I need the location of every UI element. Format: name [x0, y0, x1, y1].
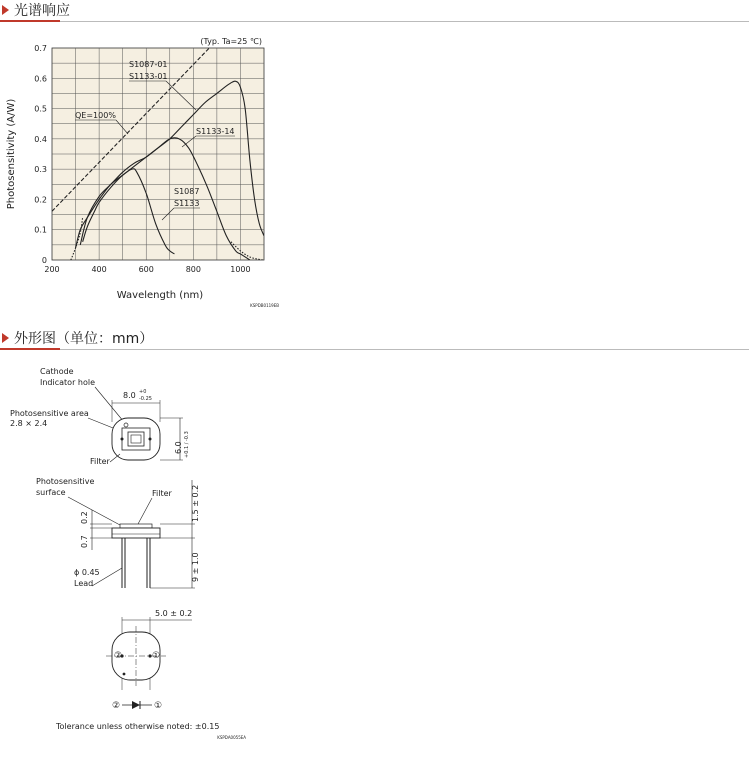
y-tick-label: 0.1	[34, 225, 47, 235]
label-indicator-hole: Indicator hole	[40, 378, 96, 387]
annotation-s1087: S1087	[174, 187, 200, 196]
leader-filter-top	[110, 454, 120, 462]
label-cathode: Cathode	[40, 367, 74, 376]
section-title-spectral: 光谱响应	[14, 3, 70, 19]
divider	[0, 21, 749, 22]
y-tick-label: 0.6	[34, 74, 47, 84]
dim-15: 1.5 ± 0.2	[191, 484, 200, 522]
divider	[0, 349, 749, 350]
annotation-qe: QE=100%	[75, 111, 116, 120]
x-tick-label: 400	[91, 265, 107, 274]
dim-9: 9 ± 1.0	[191, 552, 200, 582]
y-tick-label: 0	[41, 256, 47, 265]
label-lead-dia: ϕ 0.45	[74, 568, 100, 577]
diode-icon	[132, 701, 140, 709]
tolerance-note: Tolerance unless otherwise noted: ±0.15	[56, 722, 220, 731]
y-tick-label: 0.5	[34, 104, 47, 114]
section-header-outline	[0, 328, 749, 350]
leader-filter-side	[138, 498, 152, 524]
indicator-hole	[124, 423, 128, 427]
label-pin2: ②	[114, 651, 123, 661]
y-tick-label: 0.3	[34, 165, 47, 175]
section-title-outline: 外形图（单位：mm）	[14, 331, 154, 347]
x-tick-label: 600	[138, 265, 154, 274]
package-side	[112, 528, 160, 538]
x-tick-label: 800	[185, 265, 201, 274]
dim-width-top: 8.0	[123, 391, 136, 400]
y-tick-label: 0.7	[34, 44, 47, 53]
pad-right	[149, 438, 152, 441]
annotation-s1133: S1133	[174, 199, 200, 208]
section-header-spectral	[0, 0, 749, 22]
divider-accent	[0, 348, 60, 350]
dim-50: 5.0 ± 0.2	[155, 609, 193, 618]
annotation-s1087-01: S1087-01	[129, 60, 168, 69]
x-axis-label: Wavelength (nm)	[116, 290, 204, 301]
bottom-key	[123, 673, 126, 676]
x-tick-label: 1000	[230, 265, 251, 274]
label-area-size: 2.8 × 2.4	[10, 419, 48, 428]
triangle-bullet-icon	[2, 5, 9, 15]
annotation-s1133-14: S1133-14	[196, 127, 235, 136]
dim-width-tol-top: +0	[139, 389, 147, 395]
y-axis-label: Photosensitivity (A/W)	[6, 98, 17, 210]
label-pin1: ①	[152, 651, 161, 661]
condition-note: (Typ. Ta=25 ℃)	[200, 37, 262, 46]
photosensitive-chip	[128, 432, 144, 446]
leader-indicator-hole	[95, 387, 124, 422]
label-surface: surface	[36, 488, 66, 497]
leader-photosensitive-surface	[68, 497, 120, 525]
spectral-response-chart	[0, 30, 290, 315]
polarity-right: ①	[154, 701, 163, 711]
label-lead: Lead	[74, 579, 94, 588]
chart-code: KSPDB0119EB	[250, 303, 279, 308]
dim-width-tol-bottom: -0.25	[139, 396, 152, 402]
filter-side	[120, 524, 152, 528]
y-tick-label: 0.4	[34, 134, 47, 144]
divider-accent	[0, 20, 60, 22]
annotation-s1133-01: S1133-01	[129, 72, 168, 81]
label-photosensitive: Photosensitive	[36, 477, 95, 486]
y-tick-label: 0.2	[34, 195, 47, 205]
dim-07: 0.7	[80, 535, 89, 548]
outline-code: KSPDA0055EA	[217, 735, 246, 740]
label-photosensitive-area: Photosensitive area	[10, 409, 89, 418]
label-filter-top: Filter	[90, 457, 110, 466]
dim-height-tol: +0.1 / -0.3	[184, 431, 190, 458]
dim-height-side: 6.0	[174, 441, 183, 454]
outline-drawing	[0, 360, 290, 758]
x-tick-label: 200	[44, 265, 60, 274]
pad-left	[121, 438, 124, 441]
polarity-left: ②	[112, 701, 121, 711]
dim-02: 0.2	[80, 511, 89, 524]
triangle-bullet-icon	[2, 333, 9, 343]
label-filter-side: Filter	[152, 489, 172, 498]
